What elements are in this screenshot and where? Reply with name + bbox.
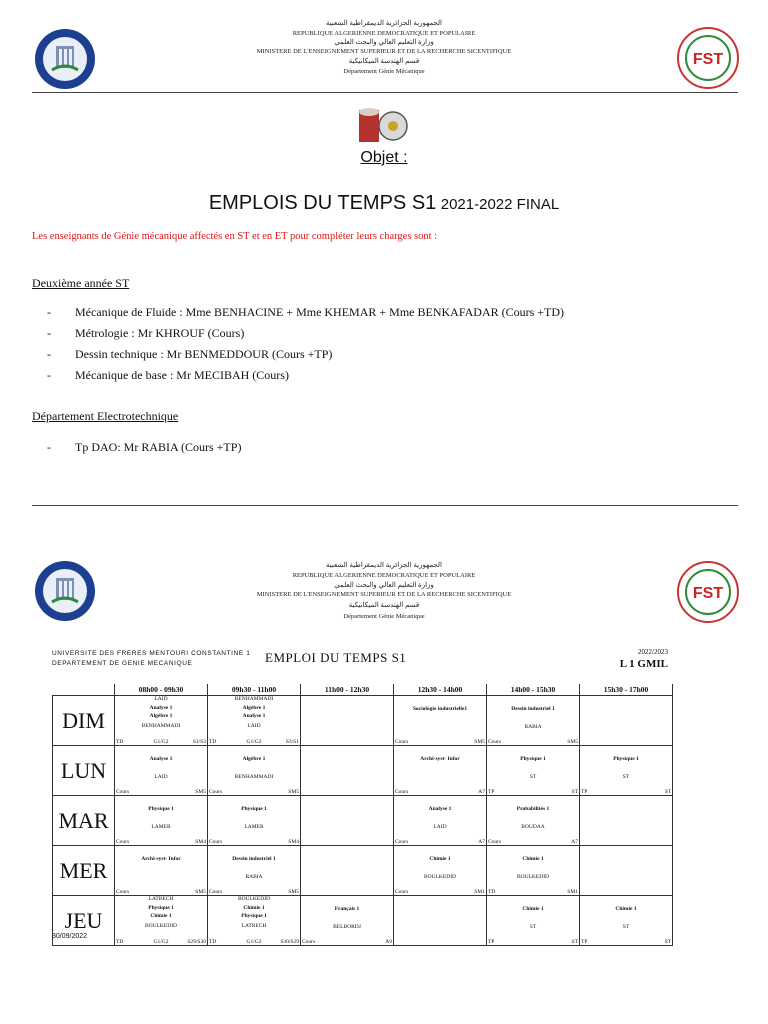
schedule-cell [394, 746, 487, 796]
schedule-cell [580, 846, 673, 896]
slot-header: 14h00 - 15h30 [487, 684, 580, 696]
french-department-line: Département Génie Mécanique [343, 613, 425, 620]
cell-groups: G1/G2 [246, 739, 262, 745]
table-row [53, 896, 673, 946]
cell-type: Cours [395, 889, 409, 895]
arabic-ministry-line: وزارة التعليم العالي والبحث العلمي [334, 581, 434, 589]
cell-subject: Analyse 1 [149, 705, 173, 711]
list-item: - Mécanique de base : Mr MECIBAH (Cours) [47, 365, 564, 386]
french-republic-line: REPUBLIQUE ALGERIENNE DEMOCRATIQUE ET POPULAIRE [292, 30, 476, 37]
memo-title [0, 192, 768, 215]
cell-top-teacher: LAID [154, 696, 168, 702]
cell-type: Cours [116, 889, 130, 895]
french-ministry-line: MINISTERE DE L'ENSEIGNEMENT SUPERIEUR ET DE LA RECHERCHE SICENTIFIQUE [256, 48, 512, 55]
cell-room: SM5 [195, 789, 206, 795]
cell-type: TP [488, 939, 495, 945]
arabic-department-line: قسم الهندسة الميكانيكية [348, 57, 420, 65]
slot-header: 15h30 - 17h00 [580, 684, 673, 696]
cell-groups: G1/G2 [153, 739, 169, 745]
fst-logo-text: FST [692, 585, 724, 602]
cell-subject: Chimie 1 [150, 913, 172, 919]
schedule-date: 30/09/2022 [52, 933, 88, 940]
arabic-republic-line: الجمهورية الجزائرية الديمقراطية الشعبية [326, 19, 442, 27]
schedule-cell [208, 746, 301, 796]
arabic-ministry-line: وزارة التعليم العالي والبحث العلمي [334, 38, 434, 46]
cell-subject: Physique 1 [148, 905, 174, 911]
cell-type: TD [116, 739, 124, 745]
day-label: DIM [53, 696, 115, 746]
cell-type: Cours [116, 789, 130, 795]
list-item: - Mécanique de Fluide : Mme BENHACINE + Mme KHEMAR + Mme BENKAFADAR (Cours +TD) [47, 302, 564, 323]
slot-header: 09h30 - 11h00 [208, 684, 301, 696]
memo-objet: Objet : [360, 149, 408, 166]
cell-room: SM5 [474, 739, 485, 745]
cell-room: SM5 [567, 739, 578, 745]
cell-subject: Algèbre 1 [242, 756, 266, 762]
schedule-title: EMPLOI DU TEMPS S1 [265, 650, 407, 665]
cell-teacher: RABIA [524, 724, 542, 730]
cell-subject: Physique 1 [148, 806, 174, 812]
cell-subject: Dessin industriel 1 [511, 706, 555, 712]
cell-type: TP [581, 789, 588, 795]
schedule-cell [208, 896, 301, 946]
schedule-cell [115, 896, 208, 946]
cell-room: SM5 [288, 889, 299, 895]
cell-room: ST [571, 789, 578, 795]
schedule-cell [487, 896, 580, 946]
cell-type: TD [488, 889, 496, 895]
cell-room: ST [664, 789, 671, 795]
memo-notice: Les enseignants de Génie mécanique affectés en ST et en ET pour compléter leurs charges sont : [32, 231, 438, 242]
cell-room: S3/S1 [285, 739, 299, 745]
cell-type: Cours [209, 789, 223, 795]
cell-type: TD [116, 939, 124, 945]
schedule-cell [301, 696, 394, 746]
cell-room: S1/S3 [192, 739, 206, 745]
schedule-cell [487, 796, 580, 846]
schedule-cell [208, 796, 301, 846]
cell-subject: Algèbre 1 [149, 713, 173, 719]
cell-groups: G1/G2 [153, 939, 169, 945]
section2-list [47, 437, 241, 458]
cell-teacher: BOULKEDID [516, 874, 550, 880]
cell-subject: Analyse 1 [242, 713, 266, 719]
cell-top-teacher: BOULKEDID [237, 896, 271, 902]
cell-type: Cours [488, 739, 502, 745]
french-department-line: Département Génie Mécanique [343, 68, 425, 75]
cell-room: A9 [385, 939, 392, 945]
schedule-year: 2022/2023 [638, 648, 668, 656]
list-item: - Dessin technique : Mr BENMEDDOUR (Cours +TP) [47, 344, 564, 365]
cell-room: SM5 [288, 789, 299, 795]
schedule-cell [115, 796, 208, 846]
day-label: LUN [53, 746, 115, 796]
cell-room: S30/S29 [280, 939, 299, 945]
cell-type: Cours [395, 739, 409, 745]
schedule-cell [487, 696, 580, 746]
cell-subject: Sociologie industrielle1 [412, 706, 468, 712]
schedule-cell [115, 696, 208, 746]
cell-room: SM5 [195, 889, 206, 895]
french-ministry-line: MINISTERE DE L'ENSEIGNEMENT SUPERIEUR ET DE LA RECHERCHE SICENTIFIQUE [256, 591, 512, 598]
slot-header: 12h30 - 14h00 [394, 684, 487, 696]
schedule-cell [208, 696, 301, 746]
cell-teacher: LATRECH [241, 923, 267, 929]
schedule-cell [580, 796, 673, 846]
cell-subject: Physique 1 [520, 756, 546, 762]
day-label: MAR [53, 796, 115, 846]
cell-type: TD [209, 939, 217, 945]
cell-type: TD [209, 739, 217, 745]
cell-teacher: LAMER [244, 824, 264, 830]
cell-type: Cours [209, 889, 223, 895]
cell-teacher: ST [622, 774, 630, 780]
schedule-cell [394, 796, 487, 846]
cell-room: ST [571, 939, 578, 945]
list-item: - Métrologie : Mr KHROUF (Cours) [47, 323, 564, 344]
schedule-cell [208, 846, 301, 896]
cell-subject: Archi-syst- Infor [141, 856, 181, 862]
table-row [53, 796, 673, 846]
section2-heading: Département Electrotechnique [32, 409, 179, 423]
timetable-body [53, 696, 673, 946]
timetable-header-row [53, 684, 673, 696]
cell-teacher: BOUDAA [521, 824, 545, 830]
cell-room: A7 [478, 839, 485, 845]
cell-teacher: LAID [247, 723, 261, 729]
list-item: - Tp DAO: Mr RABIA (Cours +TP) [47, 437, 241, 458]
cell-teacher: LAID [154, 774, 168, 780]
cell-room: SM4 [288, 839, 299, 845]
timetable [52, 684, 673, 946]
cell-type: Cours [488, 839, 502, 845]
department-emblem-icon [357, 104, 411, 146]
cell-subject: Chimie 1 [615, 906, 637, 912]
cell-teacher: LAMER [151, 824, 171, 830]
cell-teacher: RABIA [245, 874, 263, 880]
fst-logo-icon [676, 560, 740, 624]
cell-type: Cours [209, 839, 223, 845]
cell-subject: Physique 1 [613, 756, 639, 762]
cell-teacher: BOULKEDID [423, 874, 457, 880]
table-row [53, 846, 673, 896]
cell-teacher: BENHAMMADI [141, 723, 181, 729]
schedule-cell [580, 746, 673, 796]
cell-subject: Chimie 1 [243, 905, 265, 911]
cell-room: SM1 [474, 889, 485, 895]
day-label: MER [53, 846, 115, 896]
table-row [53, 746, 673, 796]
schedule-cell [115, 846, 208, 896]
french-republic-line: REPUBLIQUE ALGERIENNE DEMOCRATIQUE ET POPULAIRE [292, 572, 476, 579]
cell-teacher: ST [529, 924, 537, 930]
cell-teacher: BOULKEDID [144, 923, 178, 929]
schedule-cell [394, 896, 487, 946]
cell-subject: Analyse 1 [149, 756, 173, 762]
table-row [53, 696, 673, 746]
cell-subject: Français 1 [334, 906, 360, 912]
section1-heading: Deuxième année ST [32, 276, 130, 290]
fst-logo-icon [676, 26, 740, 90]
schedule-class: L 1 GMIL [619, 658, 668, 670]
fst-logo-text: FST [692, 51, 724, 68]
corner-cell [53, 684, 115, 696]
cell-subject: Archi-syst- Infor [420, 756, 460, 762]
cell-subject: Physique 1 [241, 913, 267, 919]
schedule-cell [394, 696, 487, 746]
cell-top-teacher: BENHAMMADI [234, 696, 274, 702]
slot-header: 11h00 - 12h30 [301, 684, 394, 696]
cell-teacher: LAID [433, 824, 447, 830]
cell-room: A7 [478, 789, 485, 795]
schedule-cell [487, 846, 580, 896]
cell-type: TP [581, 939, 588, 945]
cell-top-teacher: LATRECH [148, 896, 174, 902]
cell-room: A7 [571, 839, 578, 845]
schedule-cell [301, 846, 394, 896]
university-line: UNIVERSITE DES FRERES MENTOURI CONSTANTINE 1 [52, 650, 251, 657]
cell-subject: Chimie 1 [522, 856, 544, 862]
cell-type: Cours [395, 789, 409, 795]
cell-subject: Chimie 1 [522, 906, 544, 912]
cell-type: Cours [395, 839, 409, 845]
cell-type: TP [488, 789, 495, 795]
section1-list [47, 302, 564, 386]
schedule-cell [394, 846, 487, 896]
day-label: JEU [53, 896, 115, 946]
department-line: DEPARTEMENT DE GENIE MECANIQUE [52, 660, 193, 667]
cell-groups: G1/G2 [246, 939, 262, 945]
cell-subject: Dessin industriel 1 [232, 856, 276, 862]
cell-teacher: ST [622, 924, 630, 930]
cell-type: Cours [116, 839, 130, 845]
schedule-cell [580, 696, 673, 746]
memo-title-main: EMPLOIS DU TEMPS S1 [208, 192, 437, 214]
arabic-department-line: قسم الهندسة الميكانيكية [348, 601, 420, 609]
schedule-cell [115, 746, 208, 796]
cell-room: S29/S30 [187, 939, 206, 945]
cell-subject: Probabilités 1 [516, 806, 550, 812]
schedule-cell [487, 746, 580, 796]
schedule-cell [301, 896, 394, 946]
schedule-university [52, 649, 250, 669]
memo-title-years: 2021-2022 FINAL [440, 196, 560, 213]
schedule-cell [301, 796, 394, 846]
top-divider [32, 92, 738, 93]
cell-room: SM1 [567, 889, 578, 895]
cell-type: Cours [302, 939, 316, 945]
schedule-cell [580, 896, 673, 946]
cell-subject: Chimie 1 [429, 856, 451, 862]
cell-subject: Algèbre 1 [242, 705, 266, 711]
slot-header: 08h00 - 09h30 [115, 684, 208, 696]
schedule-cell [301, 746, 394, 796]
cell-teacher: ST [529, 774, 537, 780]
cell-teacher: BELBORDJ [333, 924, 361, 930]
arabic-republic-line: الجمهورية الجزائرية الديمقراطية الشعبية [326, 561, 442, 569]
cell-subject: Analyse 1 [428, 806, 452, 812]
cell-room: ST [664, 939, 671, 945]
cell-room: SM4 [195, 839, 206, 845]
middle-divider [32, 505, 738, 506]
cell-subject: Physique 1 [241, 806, 267, 812]
cell-teacher: BENHAMMADI [234, 774, 274, 780]
